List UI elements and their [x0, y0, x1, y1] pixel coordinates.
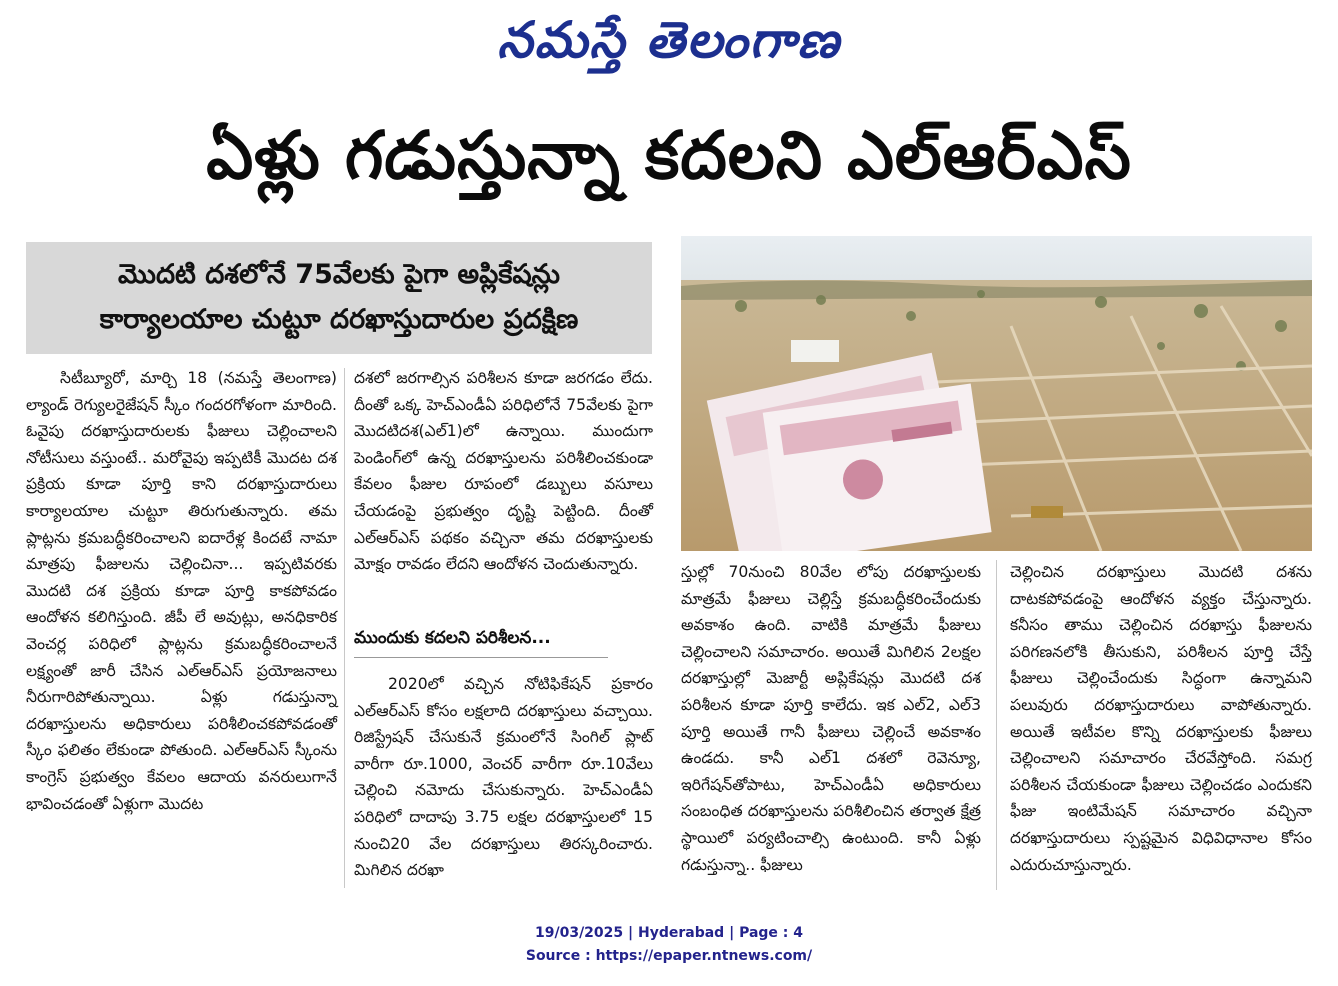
article-paragraph: 2020లో వచ్చిన నోటిఫికేషన్‌ ప్రకారం ఎల్‌ఆర్‌ఎస్‌ కోసం లక్షలాది దరఖాస్తులు వచ్చాయి. రిజిస్ట్రేషన్‌ చేసుకునే క్రమంలోనే సింగిల్‌ ప్లాట్‌ వారీగా రూ.1000, వెంచర్‌ వారీగా రూ.10వేలు చెల్లించి నమోదు చేసుకున్నారు. హెచ్‌ఎండీఏ పరిధిలో దాదాపు 3.75 లక్షల దరఖాస్తులలో 15 నుంచి20 వేల దరఖాస్తులు తిరస్కరించారు. మిగిలిన దరఖా [354, 675, 653, 880]
article-paragraph: దశలో జరగాల్సిన పరిశీలన కూడా జరగడం లేదు. దీంతో ఒక్క హెచ్‌ఎండీఏ పరిధిలోనే 75వేలకు పైగా మొదటిదశ(ఎల్‌1)లో ఉన్నాయి. ముందుగా పెండింగ్‌లో ఉన్న దరఖాస్తులను పరిశీలించకుండా కేవలం ఫీజుల రూపంలో డబ్బులు వసూలు చేయడంపై ప్రభుత్వం దృష్టి పెట్టింది. దీంతో ఎల్‌ఆర్‌ఎస్‌ పథకం వచ్చినా తమ దరఖాస్తులకు మోక్షం రావడం లేదని ఆందోళన చెందుతున్నారు. [354, 369, 653, 574]
article-column-2-continued [354, 671, 653, 884]
news-photo [681, 236, 1312, 551]
article-paragraph: స్తుల్లో 70నుంచి 80వేల లోపు దరఖాస్తులకు మాత్రమే ఫీజులు చెల్లిస్తే క్రమబద్ధీకరించేందుకు అవకాశం ఉంది. వాటికి మాత్రమే ఫీజులు చెల్లించాలని సమాచారం. అయితే మిగిలిన 2లక్షల దరఖాస్తుల్లో మెజార్టీ అప్లికేషన్లు మొదటి దశ పరిశీలన కూడా పూర్తి కాలేదు. ఇక ఎల్‌2, ఎల్‌3 పూర్తి అయితే గానీ ఫీజులు చెల్లించే అవకాశం ఉండదు. కానీ ఎల్‌1 దశలో రెవెన్యూ, ఇరిగేషన్‌తోపాటు, హెచ్‌ఎండీఏ అధికారులు సంబంధిత దరఖాస్తులను పరిశీలించిన తర్వాత క్షేత్ర స్థాయిలో పర్యటించాల్సి ఉంటుంది. కానీ ఏళ్లు గడుస్తున్నా.. ఫీజులు [681, 563, 981, 874]
masthead-logo: నమస్తే తెలంగాణ [497, 11, 841, 69]
headline: ఏళ్లు గడుస్తున్నా కదలని ఎల్‌ఆర్‌ఎస్‌ [206, 117, 1132, 194]
subheadline-2: కార్యాలయాల చుట్టూ దరఖాస్తుదారుల ప్రదక్షిణ [99, 304, 579, 335]
land-plots-photo-image [681, 236, 1312, 551]
subheadline-1: మొదటి దశలోనే 75వేలకు పైగా అప్లికేషన్లు [118, 259, 560, 290]
article-column-2 [354, 365, 653, 578]
article-paragraph: చెల్లించిన దరఖాస్తులు మొదటి దశను దాటకపోవడంపై ఆందోళన వ్యక్తం చేస్తున్నారు. కనీసం తాము చెల్లించిన దరఖాస్తు ఫీజులను పరిగణనలోకి తీసుకుని, పరిశీలన పూర్తి చేస్తే ఫీజులు చెల్లించేందుకు సిద్ధంగా ఉన్నామని పలువురు దరఖాస్తుదారులు వాపోతున్నారు. అయితే ఇటీవల కొన్ని దరఖాస్తులకు ఫీజులు చెల్లించాలని సమాచారం చేరవేస్తోంది. సమగ్ర పరిశీలన చేయకుండా ఫీజులు చెల్లించడం ఎందుకని ఫీజు ఇంటిమేషన్‌ సమాచారం వచ్చినా దరఖాస్తుదారులు స్పష్టమైన విధివిధానాల కోసం ఎదురుచూస్తున్నారు. [1010, 563, 1312, 874]
section-subheading: ముందుకు కదలని పరిశీలన... [354, 624, 608, 658]
column-divider [344, 368, 345, 888]
subheadline-box [26, 242, 652, 354]
article-column-1 [26, 365, 337, 817]
footer-date-page: 19/03/2025 | Hyderabad | Page : 4 [534, 925, 804, 941]
article-column-3 [681, 559, 981, 878]
column-divider [996, 560, 997, 890]
footer-source-link[interactable]: Source : https://epaper.ntnews.com/ [525, 948, 813, 964]
article-column-4 [1010, 559, 1312, 878]
article-paragraph: సిటీబ్యూరో, మార్చి 18 (నమస్తే తెలంగాణ) ల్యాండ్‌ రెగ్యులరైజేషన్‌ స్కీం గందరగోళంగా మారింది. ఓవైపు దరఖాస్తుదారులకు ఫీజులు చెల్లించాలని నోటీసులు వస్తుంటే.. మరోవైపు ఇప్పటికీ మొదట దశ ప్రక్రియ కూడా పూర్తి కాని దరఖాస్తుదారులు కార్యాలయాల చుట్టూ తిరుగుతున్నారు. తమ ప్లాట్లను క్రమబద్ధీకరించాలని ఐదారేళ్ల కిందటే నామా మాత్రపు ఫీజులను చెల్లించినా... ఇప్పటివరకు మొదటి దశ ప్రక్రియ కూడా పూర్తి కాకపోవడం ఆందోళన కలిగిస్తుంది. జీపీ లే అవుట్లు, అనధికారిక వెంచర్ల పరిధిలో ప్లాట్లను క్రమబద్ధీకరించాలనే లక్ష్యంతో జారీ చేసిన ఎల్‌ఆర్‌ఎస్‌ ప్రయోజనాలు నీరుగారిపోతున్నాయి. ఏళ్లు గడుస్తున్నా దరఖాస్తులను అధికారులు పరిశీలించకపోవడంతో స్కీం ఫలితం లేకుండా పోతుంది. ఎల్‌ఆర్‌ఎస్‌ స్కీంను కాంగ్రెస్‌ ప్రభుత్వం కేవలం ఆదాయ వనరులుగానే భావించడంతో ఏళ్లుగా మొదట [26, 369, 337, 813]
